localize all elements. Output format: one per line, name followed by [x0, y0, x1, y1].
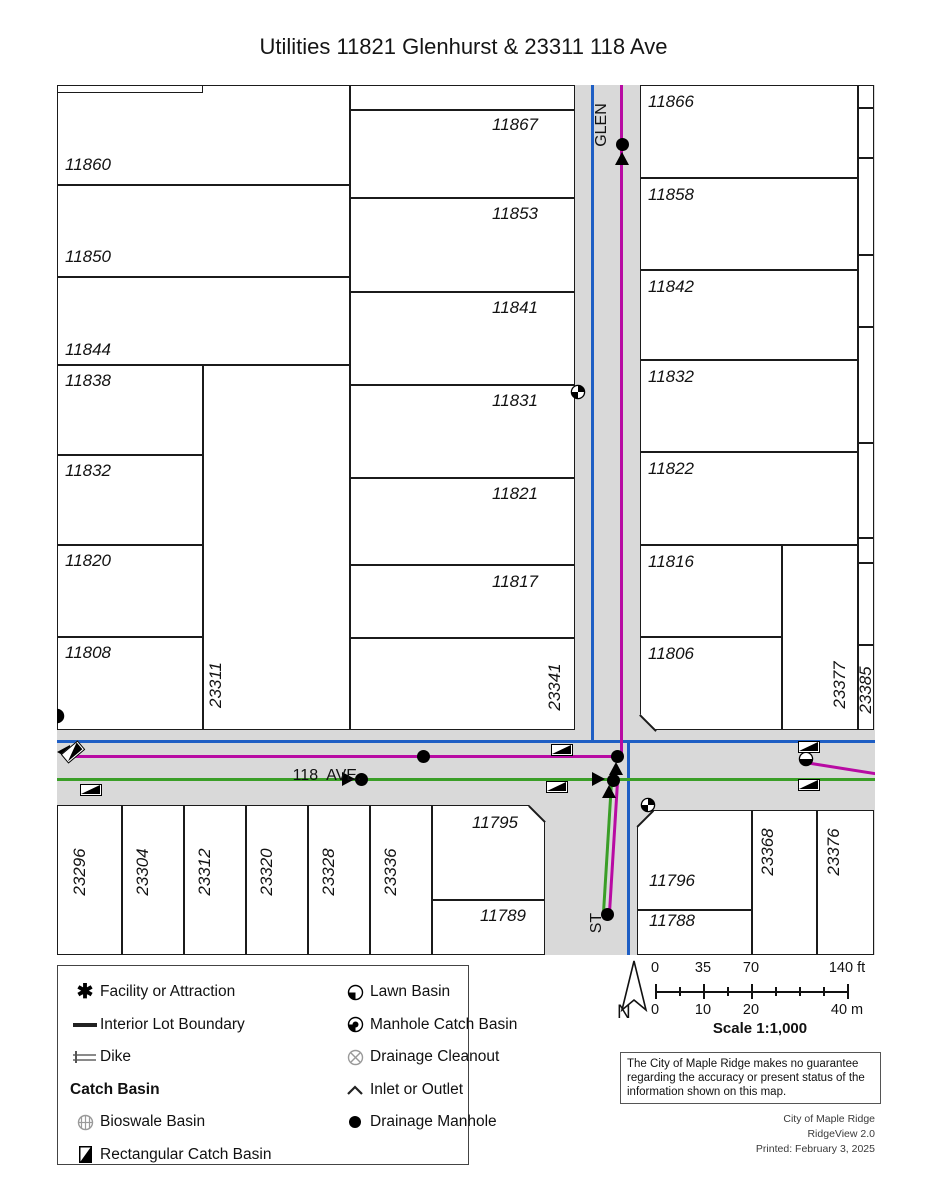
drainage-manhole-icon: [349, 1116, 361, 1128]
legend-item: [70, 1106, 310, 1139]
inlet-outlet-icon: [602, 785, 616, 798]
footer-line: City of Maple Ridge: [783, 1113, 875, 1125]
legend-item: [340, 976, 540, 1009]
parcel-label-23336: 23336: [381, 848, 400, 896]
scale-tick: [799, 987, 801, 996]
legend-item: [70, 1009, 310, 1042]
water-main-glenhurst-north-line: [591, 85, 594, 742]
parcel-label-11796: 11796: [649, 871, 696, 890]
legend-heading: Catch Basin: [70, 1080, 160, 1098]
legend-item: [70, 1139, 310, 1172]
street-label-glen: GLEN: [593, 103, 610, 147]
parcel-label-23376: 23376: [824, 828, 843, 876]
scale-m-labels: [650, 1002, 864, 1018]
drainage-cleanout-icon: [347, 1049, 364, 1066]
storm-lateral-east-line: [805, 761, 875, 775]
parcel-11867: [350, 110, 575, 198]
parcel-label-11867: 11867: [492, 115, 539, 134]
legend-item: [340, 1106, 540, 1139]
dike-icon: [72, 1050, 98, 1065]
legend-label: Drainage Cleanout: [370, 1048, 500, 1066]
drainage-manhole-icon: [417, 750, 430, 763]
parcel: [57, 85, 203, 93]
parcel-label-11853: 11853: [492, 204, 539, 223]
parcel-label-11860: 11860: [65, 155, 112, 174]
parcel-label-23328: 23328: [319, 848, 338, 896]
water-main-118-ave-line: [57, 740, 875, 743]
parcel-label-23320: 23320: [257, 848, 276, 896]
parcel-23304: [122, 805, 184, 955]
manhole-catch-basin-cell: [340, 1016, 370, 1033]
bioswale-cell: [70, 1114, 100, 1131]
rectangular-catch-basin-icon: [79, 1146, 92, 1163]
map-title: Utilities 11821 Glenhurst & 23311 118 Ave: [259, 34, 668, 59]
scale-ft-label: 70: [742, 960, 760, 976]
scale-tick: [679, 987, 681, 996]
inlet-or-outlet-icon: [346, 1084, 364, 1096]
parcel-label-23304: 23304: [133, 848, 152, 896]
parcel-label-23368: 23368: [758, 828, 777, 876]
scale-tick: [727, 987, 729, 996]
lawn-basin-icon: [347, 984, 364, 1001]
legend-label: Drainage Manhole: [370, 1113, 497, 1131]
rectangular-catch-basin-icon: [798, 741, 820, 753]
parcel: [858, 108, 874, 158]
rectangular-catch-basin-icon: [798, 779, 820, 791]
legend-label: Dike: [100, 1048, 132, 1066]
facility-cell: [70, 982, 100, 1002]
parcel-label-11821: 11821: [492, 484, 539, 503]
bioswale-basin-icon: [77, 1114, 94, 1131]
rectangular-catch-basin-icon: [546, 781, 568, 793]
parcel-11821: [350, 478, 575, 565]
parcel-label-11808: 11808: [65, 643, 112, 662]
rectangular-catch-basin-icon: [80, 784, 102, 796]
parcel-23328: [308, 805, 370, 955]
legend-label: Bioswale Basin: [100, 1113, 206, 1131]
manhole-catch-basin-icon: [640, 797, 656, 818]
lawn-basin-cell: [340, 984, 370, 1001]
north-label: N: [617, 1002, 631, 1023]
lawn-basin-icon: [57, 708, 65, 729]
footer-line: RidgeView 2.0: [807, 1128, 875, 1140]
parcel: [858, 255, 874, 327]
legend-item: [70, 1041, 310, 1074]
street-label-118-ave.: 118 AVE.: [292, 767, 362, 784]
legend-item: [70, 1074, 310, 1107]
scale-ft-label: 140 ft: [828, 960, 866, 976]
drainage-cleanout-cell: [340, 1049, 370, 1066]
parcel: [858, 327, 874, 443]
scale-ft-label: 0: [650, 960, 660, 976]
parcel-11841: [350, 292, 575, 385]
parcel-label-11788: 11788: [649, 911, 696, 930]
manhole-catch-basin-icon: [347, 1016, 364, 1033]
scale-tick: [847, 984, 849, 999]
scale-ft-label: 35: [694, 960, 712, 976]
parcel: [858, 85, 874, 108]
scale-tick: [655, 984, 657, 999]
legend-item: [340, 1074, 540, 1107]
legend-label: Rectangular Catch Basin: [100, 1145, 272, 1163]
storm-main-glenhurst-north-line: [620, 85, 623, 758]
parcel-label-11866: 11866: [648, 92, 695, 111]
flow-arrow-icon: [592, 772, 605, 786]
parcel: [858, 158, 874, 255]
parcel-label-11841: 11841: [492, 298, 539, 317]
disclaimer-box: The City of Maple Ridge makes no guarantee regarding the accuracy or present status of the information shown on this map.: [620, 1052, 881, 1104]
parcel-11831: [350, 385, 575, 478]
parcel-label-23385: 23385: [856, 666, 875, 714]
parcel-label-11806: 11806: [648, 644, 695, 663]
parcel: [858, 563, 874, 645]
legend-column-left: [70, 976, 310, 1171]
parcel-label-11832: 11832: [65, 461, 112, 480]
parcel-label-11795: 11795: [472, 813, 519, 832]
scale-text: Scale 1:1,000: [712, 1020, 808, 1037]
rectangular-catch-basin-icon: [61, 740, 86, 763]
parcel-label-11831: 11831: [492, 391, 539, 410]
legend-label: Lawn Basin: [370, 983, 451, 1001]
inlet-outlet-icon: [609, 762, 623, 775]
legend-column-right: [340, 976, 540, 1139]
parcel-label-11832: 11832: [648, 367, 695, 386]
parcel-label-23311: 23311: [206, 662, 225, 709]
legend-label: Facility or Attraction: [100, 983, 236, 1001]
map-canvas: [57, 85, 875, 955]
drainage-manhole-icon: [616, 138, 629, 151]
parcel: [858, 538, 874, 563]
scale-bar: [650, 960, 866, 1042]
scale-m-label: 10: [694, 1002, 712, 1018]
parcel-label-11858: 11858: [648, 185, 695, 204]
parcel-label-23341: 23341: [545, 663, 564, 711]
parcel-label-11850: 11850: [65, 247, 112, 266]
scale-ruler: [655, 984, 847, 1000]
manhole-catch-basin-icon: [570, 384, 586, 405]
facility-icon: ✱: [76, 981, 94, 1004]
parcel-23320: [246, 805, 308, 955]
parcel-23336: [370, 805, 432, 955]
parcel-label-23312: 23312: [195, 848, 214, 896]
lawn-basin-icon: [798, 751, 814, 772]
scale-m-label: 20: [742, 1002, 760, 1018]
parcel-11817: [350, 565, 575, 638]
storm-main-118-ave-line: [71, 755, 618, 758]
scale-m-label: 0: [650, 1002, 660, 1018]
drainage-manhole-cell: [340, 1116, 370, 1128]
parcel-label-23377: 23377: [830, 661, 849, 709]
legend-item: [70, 976, 310, 1009]
water-main-glenhurst-south-line: [627, 740, 630, 955]
parcel-label-11822: 11822: [648, 459, 695, 478]
dike-cell: [70, 1050, 100, 1065]
inlet-outlet-icon: [615, 152, 629, 165]
street-label-st: ST: [588, 912, 605, 934]
parcel-label-11789: 11789: [480, 906, 527, 925]
legend-box: [57, 965, 518, 1165]
legend-label: Manhole Catch Basin: [370, 1015, 518, 1033]
scale-tick: [823, 987, 825, 996]
legend-label: Inlet or Outlet: [370, 1080, 464, 1098]
interior-lot-boundary-icon: [73, 1023, 97, 1027]
scale-tick: [751, 984, 753, 999]
interior-lot-cell: [70, 1023, 100, 1027]
parcel: [858, 443, 874, 538]
parcel-11796: [637, 810, 752, 910]
sanitary-main-118-ave-line: [57, 778, 875, 781]
parcel-label-11817: 11817: [492, 572, 539, 591]
scale-tick: [703, 984, 705, 999]
rectangular-catch-basin-icon: [551, 744, 573, 756]
parcel-label-11842: 11842: [648, 277, 695, 296]
rect-catch-basin-cell: [70, 1146, 100, 1163]
scale-tick: [775, 987, 777, 996]
parcel-11853: [350, 198, 575, 292]
legend-item: [340, 1009, 540, 1042]
parcel-label-11816: 11816: [648, 552, 695, 571]
parcel-label-11838: 11838: [65, 371, 112, 390]
inlet-outlet-cell: [340, 1084, 370, 1096]
legend-label: Interior Lot Boundary: [100, 1015, 245, 1033]
parcel: [350, 85, 575, 110]
parcel-label-23296: 23296: [70, 848, 89, 896]
footer-credits: [575, 1112, 875, 1157]
parcel-label-11820: 11820: [65, 551, 112, 570]
parcel-23341: [350, 638, 575, 730]
parcel-23312: [184, 805, 246, 955]
legend-item: [340, 1041, 540, 1074]
scale-m-label: 40 m: [830, 1002, 864, 1018]
parcel-label-11844: 11844: [65, 340, 112, 359]
scale-ft-labels: [650, 960, 866, 976]
footer-line: Printed: February 3, 2025: [755, 1143, 875, 1155]
